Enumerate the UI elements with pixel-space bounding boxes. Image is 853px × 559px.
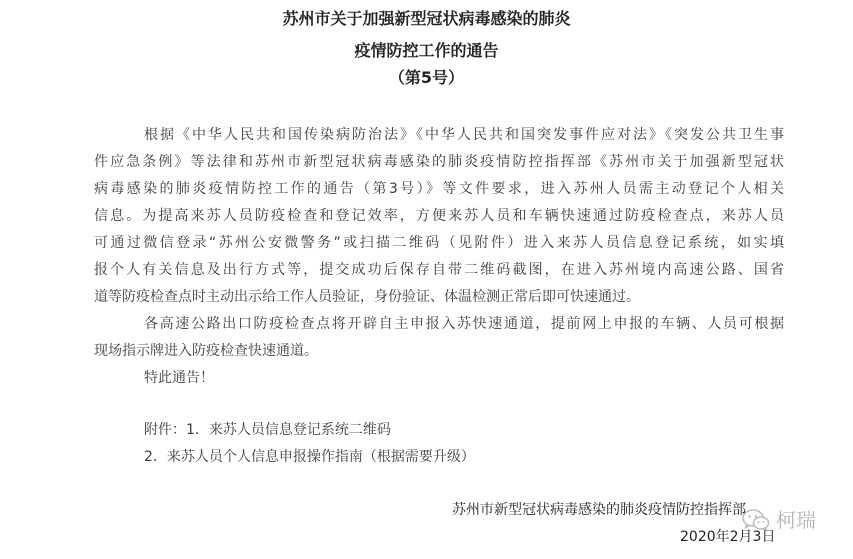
wechat-logo-icon	[742, 508, 770, 532]
paragraph-1-line-4: 信息。为提高来苏人员防疫检查和登记效率，方便来苏人员和车辆快速通过防疫检查点，来苏人员	[94, 208, 784, 224]
notice-number: （第5号）	[388, 68, 465, 87]
paragraph-1-line-5: 可通过微信登录“苏州公安微警务”或扫描二维码（见附件）进入来苏人员信息登记系统，如实填	[94, 235, 784, 251]
attachment-item-1: 附件：1．来苏人员信息登记系统二维码	[144, 422, 391, 438]
attachment-item-2: 2．来苏人员个人信息申报操作指南（根据需要升级）	[144, 449, 475, 465]
watermark-text: 柯瑞	[776, 508, 816, 532]
paragraph-2-line-2: 现场指示牌进入防疫检查快速通道。	[94, 343, 318, 359]
notice-title-line-2: 疫情防控工作的通告	[354, 41, 499, 60]
paragraph-1-line-6: 报个人有关信息及出行方式等，提交成功后保存自带二维码截图，在进入苏州境内高速公路、国省	[94, 262, 784, 278]
issue-date: 2020年2月3日	[680, 529, 776, 545]
paragraph-2-line-1: 各高速公路出口防疫检查点将开辟自主申报入苏快速通道，提前网上申报的车辆、人员可根据	[144, 316, 784, 332]
paragraph-1-line-2: 件应急条例》等法律和苏州市新型冠状病毒感染的肺炎疫情防控指挥部《苏州市关于加强新型冠状	[94, 154, 784, 170]
paragraph-1-line-1: 根据《中华人民共和国传染病防治法》《中华人民共和国突发事件应对法》《突发公共卫生事	[144, 127, 784, 143]
watermark	[742, 505, 816, 535]
paragraph-1-line-7: 道等防疫检查点时主动出示给工作人员验证，身份验证、体温检测正常后即可快速通过。	[94, 289, 640, 305]
issuer-name: 苏州市新型冠状病毒感染的肺炎疫情防控指挥部	[452, 502, 746, 518]
notice-title-line-1: 苏州市关于加强新型冠状病毒感染的肺炎	[282, 9, 571, 28]
paragraph-1-line-3: 病毒感染的肺炎疫情防控工作的通告（第3号）》等文件要求，进入苏州人员需主动登记个人相关	[94, 181, 784, 197]
closing-statement: 特此通告！	[144, 370, 214, 386]
